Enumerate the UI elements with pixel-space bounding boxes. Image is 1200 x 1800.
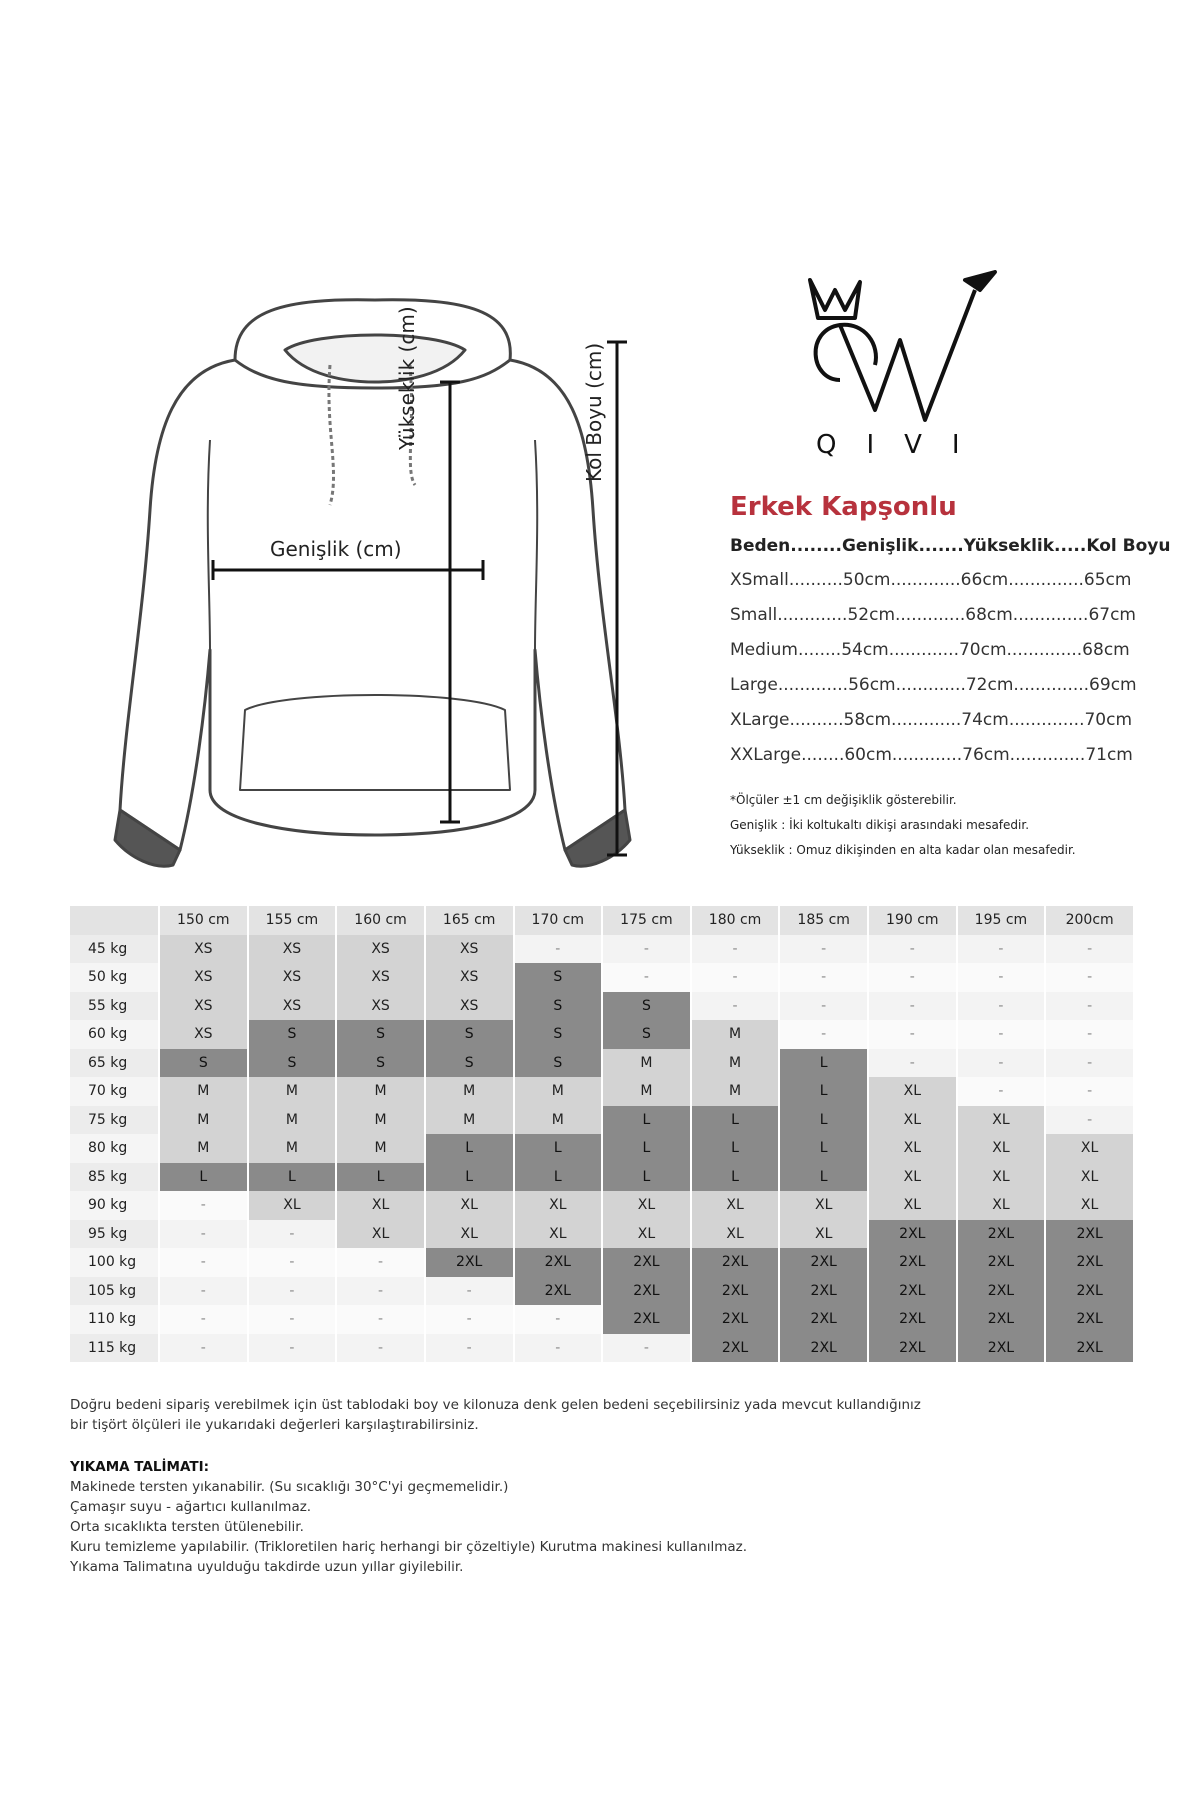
size-cell: XL: [868, 1163, 957, 1192]
size-cell: S: [514, 992, 603, 1021]
size-cell: L: [779, 1163, 868, 1192]
size-cell: 2XL: [1045, 1220, 1134, 1249]
size-cell: L: [425, 1163, 514, 1192]
hoodie-diagram: [85, 290, 685, 880]
size-cell: 2XL: [1045, 1248, 1134, 1277]
size-cell: XS: [336, 935, 425, 964]
size-cell: XL: [868, 1106, 957, 1135]
size-cell: L: [514, 1163, 603, 1192]
height-column-header: 175 cm: [602, 906, 691, 935]
size-cell: 2XL: [868, 1277, 957, 1306]
size-cell: S: [514, 1020, 603, 1049]
table-row: [70, 1134, 1134, 1163]
size-cell: L: [691, 1163, 780, 1192]
size-cell: 2XL: [779, 1277, 868, 1306]
size-cell: -: [868, 963, 957, 992]
size-cell: L: [691, 1106, 780, 1135]
size-cell: XL: [425, 1191, 514, 1220]
height-dimension-label: Yükseklik (cm): [395, 306, 419, 450]
spec-row: XLarge..........58cm.............74cm..............70cm: [730, 710, 1133, 730]
size-cell: L: [779, 1077, 868, 1106]
size-cell: XL: [868, 1077, 957, 1106]
size-cell: S: [159, 1049, 248, 1078]
size-cell: 2XL: [957, 1220, 1046, 1249]
size-cell: 2XL: [868, 1248, 957, 1277]
size-cell: XL: [514, 1191, 603, 1220]
table-row: [70, 1220, 1134, 1249]
size-cell: -: [691, 963, 780, 992]
size-cell: XS: [159, 1020, 248, 1049]
size-cell: -: [957, 1020, 1046, 1049]
size-cell: -: [691, 992, 780, 1021]
size-cell: -: [779, 1020, 868, 1049]
height-column-header: 150 cm: [159, 906, 248, 935]
table-row: [70, 1163, 1134, 1192]
size-cell: 2XL: [514, 1277, 603, 1306]
size-cell: XL: [868, 1191, 957, 1220]
size-cell: 2XL: [602, 1305, 691, 1334]
spec-row: Small.............52cm.............68cm..............67cm: [730, 605, 1136, 625]
size-cell: XS: [159, 935, 248, 964]
size-cell: S: [514, 1049, 603, 1078]
table-row: [70, 1106, 1134, 1135]
size-cell: -: [957, 992, 1046, 1021]
size-cell: 2XL: [957, 1334, 1046, 1363]
height-column-header: 165 cm: [425, 906, 514, 935]
size-cell: 2XL: [691, 1334, 780, 1363]
size-cell: XS: [425, 935, 514, 964]
size-cell: S: [248, 1049, 337, 1078]
spec-note: Genişlik : İki koltukaltı dikişi arasındaki mesafedir.: [730, 818, 1030, 832]
size-cell: M: [159, 1106, 248, 1135]
size-cell: -: [868, 992, 957, 1021]
size-cell: -: [691, 935, 780, 964]
size-cell: -: [336, 1334, 425, 1363]
table-row: [70, 1077, 1134, 1106]
height-column-header: 170 cm: [514, 906, 603, 935]
size-cell: XS: [159, 963, 248, 992]
size-cell: M: [602, 1049, 691, 1078]
size-cell: XS: [336, 992, 425, 1021]
size-cell: L: [336, 1163, 425, 1192]
size-cell: L: [159, 1163, 248, 1192]
size-cell: 2XL: [1045, 1277, 1134, 1306]
size-cell: XS: [159, 992, 248, 1021]
spec-note: *Ölçüler ±1 cm değişiklik gösterebilir.: [730, 793, 957, 807]
size-cell: 2XL: [602, 1248, 691, 1277]
size-cell: -: [159, 1277, 248, 1306]
table-corner-cell: [70, 906, 159, 935]
size-cell: -: [425, 1277, 514, 1306]
size-cell: 2XL: [691, 1305, 780, 1334]
size-cell: XL: [248, 1191, 337, 1220]
size-cell: S: [602, 992, 691, 1021]
height-column-header: 190 cm: [868, 906, 957, 935]
size-cell: -: [1045, 935, 1134, 964]
footer-info: [70, 1395, 1150, 1577]
weight-row-header: 45 kg: [70, 935, 159, 964]
size-cell: XL: [691, 1220, 780, 1249]
size-cell: M: [425, 1106, 514, 1135]
size-cell: M: [248, 1106, 337, 1135]
spec-note: Yükseklik : Omuz dikişinden en alta kadar olan mesafedir.: [730, 843, 1076, 857]
height-column-header: 185 cm: [779, 906, 868, 935]
weight-row-header: 60 kg: [70, 1020, 159, 1049]
size-cell: XL: [779, 1220, 868, 1249]
size-cell: -: [1045, 1020, 1134, 1049]
wash-line: Yıkama Talimatına uyulduğu takdirde uzun yıllar giyilebilir.: [70, 1559, 464, 1575]
size-cell: 2XL: [957, 1248, 1046, 1277]
size-cell: -: [1045, 1106, 1134, 1135]
size-cell: -: [336, 1248, 425, 1277]
weight-row-header: 85 kg: [70, 1163, 159, 1192]
size-cell: XL: [868, 1134, 957, 1163]
size-cell: -: [779, 963, 868, 992]
size-cell: -: [779, 935, 868, 964]
size-cell: -: [248, 1305, 337, 1334]
size-cell: XS: [248, 963, 337, 992]
size-cell: M: [159, 1134, 248, 1163]
size-cell: S: [336, 1020, 425, 1049]
height-column-header: 200cm: [1045, 906, 1134, 935]
size-cell: -: [1045, 1077, 1134, 1106]
size-spec-panel: [730, 492, 1170, 868]
size-cell: XL: [602, 1220, 691, 1249]
size-cell: L: [602, 1134, 691, 1163]
size-cell: -: [425, 1334, 514, 1363]
table-row: [70, 1191, 1134, 1220]
size-cell: -: [602, 963, 691, 992]
weight-row-header: 100 kg: [70, 1248, 159, 1277]
size-cell: S: [514, 963, 603, 992]
table-row: [70, 1049, 1134, 1078]
spec-notes: [730, 793, 1170, 857]
size-cell: M: [514, 1106, 603, 1135]
size-cell: -: [868, 1020, 957, 1049]
wash-line: Kuru temizleme yapılabilir. (Trikloretilen hariç herhangi bir çözeltiyle) Kurutma makinesi kullanılmaz.: [70, 1539, 748, 1555]
size-cell: 2XL: [779, 1334, 868, 1363]
size-cell: M: [336, 1134, 425, 1163]
size-cell: -: [248, 1220, 337, 1249]
size-cell: -: [957, 1077, 1046, 1106]
weight-row-header: 70 kg: [70, 1077, 159, 1106]
size-cell: 2XL: [602, 1277, 691, 1306]
spec-row: XSmall..........50cm.............66cm..............65cm: [730, 570, 1132, 590]
size-cell: -: [957, 1049, 1046, 1078]
brand-name: QIVI: [816, 430, 990, 460]
weight-row-header: 110 kg: [70, 1305, 159, 1334]
size-cell: XL: [425, 1220, 514, 1249]
width-dimension-label: Genişlik (cm): [270, 537, 402, 561]
size-cell: L: [779, 1134, 868, 1163]
size-cell: S: [602, 1020, 691, 1049]
size-cell: -: [602, 935, 691, 964]
size-cell: M: [248, 1134, 337, 1163]
size-cell: -: [425, 1305, 514, 1334]
size-cell: XL: [691, 1191, 780, 1220]
size-cell: L: [514, 1134, 603, 1163]
table-row: [70, 1334, 1134, 1363]
weight-row-header: 75 kg: [70, 1106, 159, 1135]
size-cell: 2XL: [1045, 1305, 1134, 1334]
size-cell: -: [779, 992, 868, 1021]
weight-row-header: 115 kg: [70, 1334, 159, 1363]
size-cell: XS: [248, 935, 337, 964]
intro-text: Doğru bedeni sipariş verebilmek için üst tablodaki boy ve kilonuza denk gelen bedeni seçebilirsiniz yada mevcut kullandığınız: [70, 1397, 921, 1413]
size-cell: -: [1045, 992, 1134, 1021]
table-body: [70, 935, 1134, 1363]
size-cell: 2XL: [779, 1248, 868, 1277]
size-cell: XL: [514, 1220, 603, 1249]
table-row: [70, 1248, 1134, 1277]
size-cell: XS: [425, 992, 514, 1021]
sleeve-dimension-label: Kol Boyu (cm): [582, 342, 606, 482]
size-cell: -: [1045, 1049, 1134, 1078]
table-row: [70, 935, 1134, 964]
size-cell: L: [779, 1049, 868, 1078]
intro-text: bir tişört ölçüleri ile yukarıdaki değerleri karşılaştırabilirsiniz.: [70, 1417, 479, 1433]
spec-row: Large.............56cm.............72cm..............69cm: [730, 675, 1137, 695]
size-cell: L: [602, 1163, 691, 1192]
size-cell: -: [514, 935, 603, 964]
table-row: [70, 1020, 1134, 1049]
size-cell: -: [957, 935, 1046, 964]
size-cell: -: [602, 1334, 691, 1363]
size-cell: S: [336, 1049, 425, 1078]
size-cell: -: [159, 1305, 248, 1334]
size-cell: -: [159, 1220, 248, 1249]
size-cell: -: [514, 1334, 603, 1363]
weight-row-header: 80 kg: [70, 1134, 159, 1163]
size-cell: 2XL: [1045, 1334, 1134, 1363]
size-cell: 2XL: [868, 1220, 957, 1249]
wash-line: Makinede tersten yıkanabilir. (Su sıcaklığı 30°C'yi geçmemelidir.): [70, 1479, 509, 1495]
spec-header: Beden........Genişlik.......Yükseklik.....Kol Boyu: [730, 536, 1171, 556]
table-header-row: [70, 906, 1134, 935]
size-cell: 2XL: [691, 1277, 780, 1306]
size-cell: -: [159, 1191, 248, 1220]
size-cell: -: [248, 1277, 337, 1306]
size-cell: XL: [779, 1191, 868, 1220]
size-cell: S: [248, 1020, 337, 1049]
size-cell: -: [868, 1049, 957, 1078]
spec-row: XXLarge........60cm.............76cm..............71cm: [730, 745, 1133, 765]
size-cell: M: [691, 1020, 780, 1049]
size-cell: XL: [1045, 1134, 1134, 1163]
weight-row-header: 90 kg: [70, 1191, 159, 1220]
size-cell: 2XL: [514, 1248, 603, 1277]
size-cell: 2XL: [957, 1277, 1046, 1306]
size-cell: -: [248, 1248, 337, 1277]
size-cell: -: [1045, 963, 1134, 992]
size-cell: M: [514, 1077, 603, 1106]
size-cell: XL: [1045, 1163, 1134, 1192]
height-column-header: 180 cm: [691, 906, 780, 935]
height-column-header: 155 cm: [248, 906, 337, 935]
size-chart-table: [70, 906, 1135, 1362]
size-cell: XL: [957, 1163, 1046, 1192]
size-cell: -: [514, 1305, 603, 1334]
size-cell: XL: [336, 1220, 425, 1249]
size-cell: L: [691, 1134, 780, 1163]
size-cell: L: [248, 1163, 337, 1192]
size-cell: M: [248, 1077, 337, 1106]
table-row: [70, 992, 1134, 1021]
size-cell: -: [336, 1277, 425, 1306]
size-cell: S: [425, 1049, 514, 1078]
table-row: [70, 963, 1134, 992]
size-cell: -: [159, 1334, 248, 1363]
size-cell: L: [779, 1106, 868, 1135]
size-cell: S: [425, 1020, 514, 1049]
size-cell: XL: [1045, 1191, 1134, 1220]
size-cell: XL: [957, 1106, 1046, 1135]
spec-title: Erkek Kapşonlu: [730, 492, 957, 522]
size-cell: 2XL: [957, 1305, 1046, 1334]
size-cell: M: [159, 1077, 248, 1106]
weight-row-header: 65 kg: [70, 1049, 159, 1078]
size-cell: 2XL: [868, 1305, 957, 1334]
size-cell: M: [425, 1077, 514, 1106]
size-cell: M: [602, 1077, 691, 1106]
table-row: [70, 1277, 1134, 1306]
size-cell: XL: [336, 1191, 425, 1220]
size-cell: 2XL: [691, 1248, 780, 1277]
weight-row-header: 105 kg: [70, 1277, 159, 1306]
size-cell: -: [336, 1305, 425, 1334]
weight-row-header: 95 kg: [70, 1220, 159, 1249]
size-cell: 2XL: [868, 1334, 957, 1363]
size-cell: XL: [957, 1134, 1046, 1163]
wash-line: Çamaşır suyu - ağartıcı kullanılmaz.: [70, 1499, 312, 1515]
size-cell: 2XL: [779, 1305, 868, 1334]
size-cell: M: [691, 1077, 780, 1106]
size-cell: -: [159, 1248, 248, 1277]
size-cell: -: [868, 935, 957, 964]
size-cell: M: [336, 1077, 425, 1106]
size-cell: XL: [602, 1191, 691, 1220]
size-cell: XL: [957, 1191, 1046, 1220]
size-cell: M: [336, 1106, 425, 1135]
wash-line: Orta sıcaklıkta tersten ütülenebilir.: [70, 1519, 304, 1535]
height-column-header: 195 cm: [957, 906, 1046, 935]
size-cell: -: [957, 963, 1046, 992]
size-cell: XS: [336, 963, 425, 992]
spec-row: Medium........54cm.............70cm..............68cm: [730, 640, 1130, 660]
size-cell: 2XL: [425, 1248, 514, 1277]
weight-row-header: 55 kg: [70, 992, 159, 1021]
size-cell: L: [425, 1134, 514, 1163]
table-row: [70, 1305, 1134, 1334]
size-cell: L: [602, 1106, 691, 1135]
size-cell: -: [248, 1334, 337, 1363]
size-cell: M: [691, 1049, 780, 1078]
size-cell: XS: [425, 963, 514, 992]
height-column-header: 160 cm: [336, 906, 425, 935]
weight-row-header: 50 kg: [70, 963, 159, 992]
wash-instructions-title: YIKAMA TALİMATI:: [70, 1459, 209, 1475]
size-cell: XS: [248, 992, 337, 1021]
